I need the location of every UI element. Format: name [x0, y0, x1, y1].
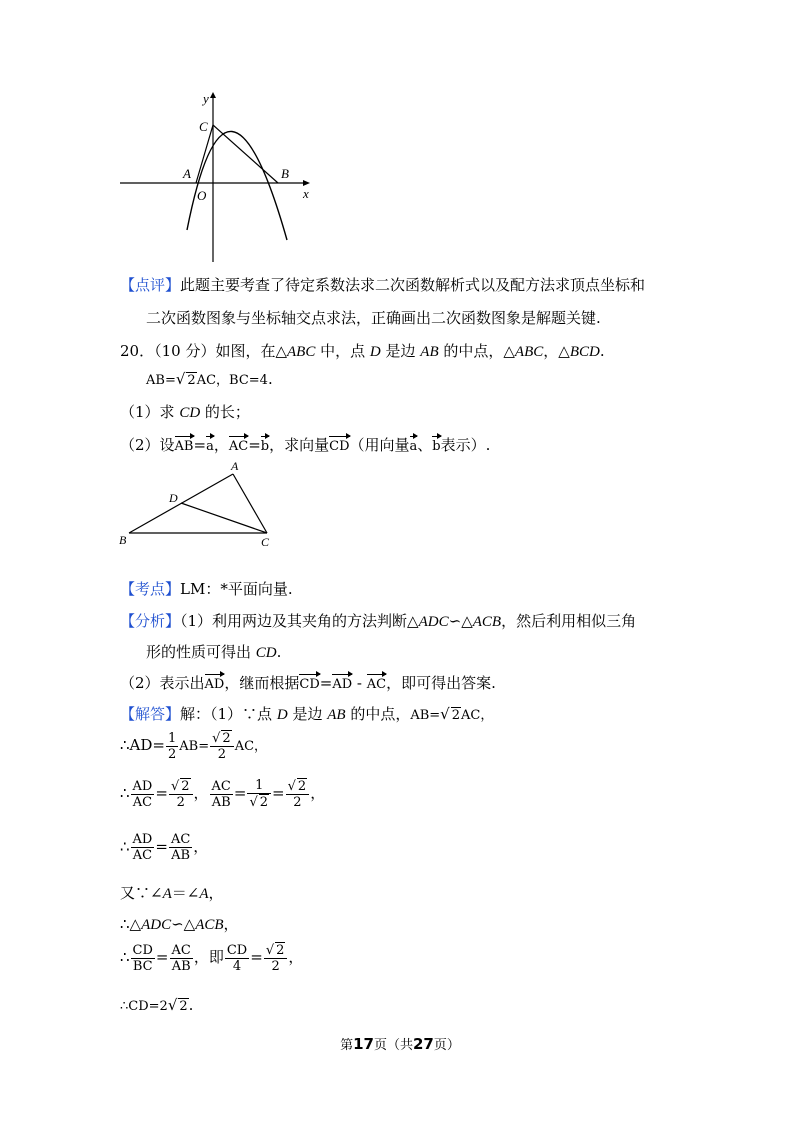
- vector-ab: AB: [174, 439, 194, 454]
- jieda-step-3: ∴ $\frac{AD}{AC}$ = $\frac{AC}{AB}$ ，: [120, 832, 209, 863]
- comment-tag: 【点评】: [120, 276, 181, 294]
- y-axis-arrow: [210, 92, 216, 98]
- vector-ac: AC: [228, 439, 249, 454]
- segment-ac: [233, 474, 267, 533]
- question-20-condition: AB=√ 2AC，BC=4.: [146, 370, 273, 388]
- label-o: O: [197, 188, 207, 203]
- jieda-line-1: 【解答】解：（1）∵点 D 是边 AB 的中点，AB=√ 2AC，: [120, 705, 494, 723]
- jieda-step-2: ∴ $\frac{AD}{AC}$ = $\frac{√ 2}{2}$ ， $\frac{AC}{AB}$ = $\frac{1}{√ 2}$ = $\frac{√ 2}{2}$ ，: [120, 778, 326, 810]
- fenxi-tag: 【分析】: [120, 612, 181, 630]
- question-20-part-1: （1）求 CD 的长；: [120, 403, 250, 421]
- triangle-figure: [115, 458, 285, 550]
- label-b: B: [281, 166, 289, 181]
- comment-line-1: 【点评】此题主要考查了待定系数法求二次函数解析式以及配方法求顶点坐标和: [120, 276, 646, 294]
- jieda-step-6: ∴ $\frac{CD}{BC}$ = $\frac{AC}{AB}$ ，即 $\frac{CD}{4}$ = $\frac{√ 2}{2}$ ，: [120, 942, 304, 974]
- parabola-curve: [187, 131, 287, 240]
- label-a: A: [231, 459, 239, 473]
- label-a: A: [183, 166, 191, 181]
- segment-dc: [181, 503, 267, 533]
- vector-b: b: [260, 439, 270, 454]
- segment-cb: [213, 125, 278, 183]
- page-footer: 第17页（共27页）: [340, 1035, 460, 1053]
- fenxi-line-1: 【分析】（1）利用两边及其夹角的方法判断△ADC∽△ACB，然后利用相似三角: [120, 612, 637, 630]
- parabola-figure: [115, 90, 315, 270]
- page-number: 17: [353, 1035, 374, 1053]
- label-c: C: [261, 535, 270, 549]
- comment-line-2: 二次函数图象与坐标轴交点求法，正确画出二次函数图象是解题关键.: [146, 309, 601, 327]
- label-b: B: [119, 533, 127, 547]
- label-y: y: [203, 91, 209, 106]
- fenxi-line-2: 形的性质可得出 CD.: [146, 643, 282, 661]
- jieda-step-5: ∴△ADC∽△ACB，: [120, 915, 239, 933]
- label-x: x: [303, 186, 309, 201]
- total-pages: 27: [413, 1035, 434, 1053]
- fenxi-line-3: （2）表示出AD，继而根据CD=AD - AC，即可得出答案.: [120, 674, 496, 692]
- vector-cd: CD: [329, 439, 350, 454]
- question-20-part-2: （2）设AB=a，AC=b，求向量CD（用向量a、b表示）.: [120, 436, 491, 454]
- question-20-stem: 20．（10 分）如图，在△ABC 中，点 D 是边 AB 的中点，△ABC，△BCD.: [120, 342, 605, 360]
- kaodian-line: 【考点】LM：*平面向量.: [120, 580, 293, 598]
- jieda-step-1: ∴AD= $\frac{1}{2}$ AB= $\frac{√ 2}{2}$ AC，: [120, 730, 268, 762]
- label-d: D: [169, 491, 178, 505]
- kaodian-tag: 【考点】: [120, 580, 181, 598]
- vector-a: a: [206, 439, 214, 454]
- label-c: C: [199, 119, 208, 134]
- jieda-tag: 【解答】: [120, 705, 181, 723]
- jieda-step-4: 又∵∠A＝∠A，: [120, 884, 224, 902]
- jieda-step-7: ∴CD=2√ 2.: [120, 996, 194, 1014]
